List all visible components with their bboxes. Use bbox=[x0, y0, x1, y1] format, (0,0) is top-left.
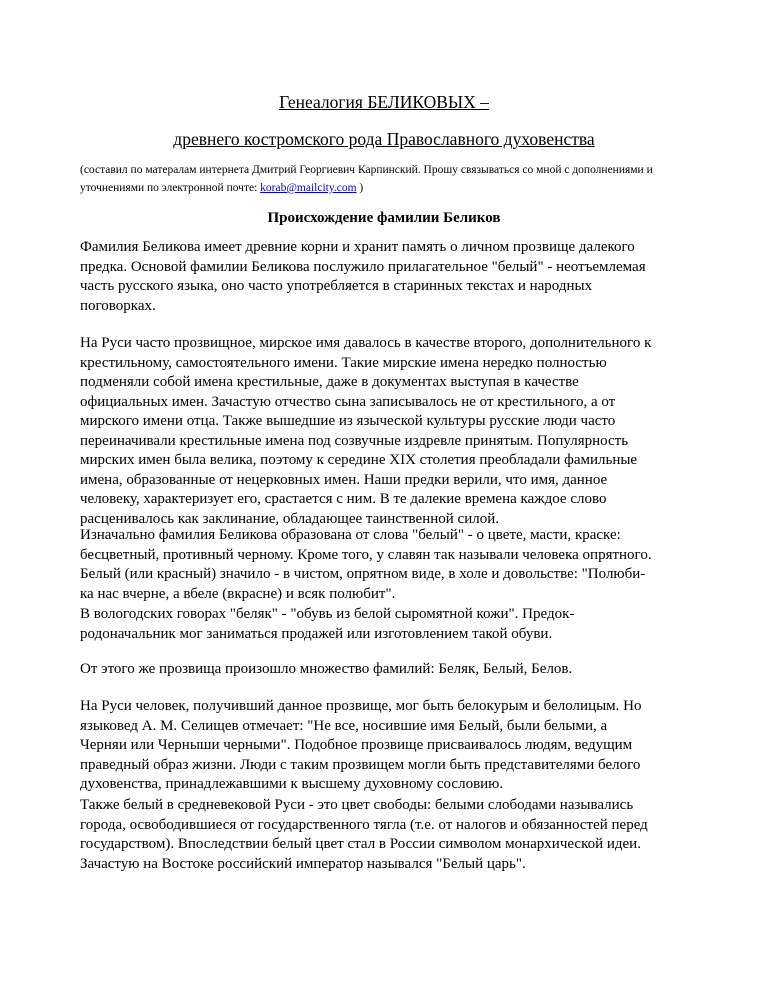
paragraph-line: Зачастую на Востоке российский император назывался "Белый царь". bbox=[80, 855, 526, 872]
paragraph bbox=[80, 697, 700, 795]
author-note bbox=[80, 161, 700, 197]
paragraph-line: человеку, характеризует его, срастается с ним. В те далекие времена каждое слово bbox=[80, 491, 607, 507]
paragraph-line: часть русского языка, оно часто употребляется в старинных текстах и народных bbox=[80, 278, 593, 294]
paragraph-line: Также белый в средневековой Руси - это цвет свободы: белыми слободами назывались bbox=[80, 797, 634, 813]
email-link[interactable]: korab@mailcity.com bbox=[260, 182, 357, 194]
paragraph-line: духовенства, принадлежавшими к высшему духовному сословию. bbox=[80, 776, 504, 792]
author-note-line-1: (составил по матералам интернета Дмитрий Георгиевич Карпинский. Прошу связываться со мной с дополнениями и bbox=[80, 164, 653, 176]
paragraph-line: мирского имени отца. Также вышедшие из языческой культуры русские люди часто bbox=[80, 413, 616, 429]
author-note-closing: ) bbox=[356, 182, 364, 194]
paragraph-line: подменяли собой имена крестильные, даже в документах выступая в качестве bbox=[80, 374, 579, 390]
paragraph-line: переиначивали крестильные имена под созвучные издревле принятым. Популярность bbox=[80, 432, 629, 449]
paragraph-line: На Руси часто прозвищное, мирское имя давалось в качестве второго, дополнительного к bbox=[80, 335, 652, 351]
paragraph bbox=[80, 526, 700, 604]
paragraph-line: расценивалось как заклинание, обладающее таинственной силой. bbox=[80, 510, 499, 527]
paragraph-line: языковед А. М. Селищев отмечает: "Не все, носившие имя Белый, были белыми, а bbox=[80, 717, 608, 734]
paragraph-line: ка нас вчерне, а вбеле (вкрасне) и всяк полюбит". bbox=[80, 585, 396, 602]
paragraph-line: предка. Основой фамилии Беликова послужило прилагательное "белый" - неотъемлемая bbox=[80, 258, 646, 275]
paragraph bbox=[80, 796, 700, 874]
paragraph-line: мирских имен была велика, поэтому к середине XIX столетия преобладали фамильные bbox=[80, 452, 638, 468]
paragraph-line: города, освободившиеся от государственного тягла (т.е. от налогов и обязанностей перед bbox=[80, 816, 648, 833]
document-title-line-1: Генеалогия БЕЛИКОВЫХ – bbox=[279, 92, 489, 112]
paragraph-line: имена, образованные от нецерковных имен. Наши предки верили, что имя, данное bbox=[80, 471, 608, 488]
paragraph bbox=[80, 605, 700, 644]
paragraph-line: Изначально фамилия Беликова образована от слова "белый" - о цвете, масти, краске: bbox=[80, 527, 621, 543]
section-heading: Происхождение фамилии Беликов bbox=[267, 210, 501, 226]
author-note-line-2 bbox=[80, 179, 700, 197]
paragraph bbox=[80, 334, 700, 529]
paragraph bbox=[80, 660, 700, 680]
paragraph-line: родоначальник мог заниматься продажей или изготовлением такой обуви. bbox=[80, 625, 553, 642]
paragraph-line: поговорках. bbox=[80, 297, 156, 314]
document-title-line-2: древнего костромского рода Православного духовенства bbox=[173, 129, 595, 149]
paragraph-line: крестильному, самостоятельного имени. Такие мирские имена нередко полностью bbox=[80, 354, 607, 371]
paragraph-line: Фамилия Беликова имеет древние корни и хранит память о личном прозвище далекого bbox=[80, 239, 635, 255]
paragraph-line: В вологодских говорах "беляк" - "обувь из белой сыромятной кожи". Предок- bbox=[80, 606, 575, 622]
paragraph-line: бесцветный, противный черному. Кроме того, у славян так называли человека опрятного. bbox=[80, 546, 652, 563]
paragraph-line: От этого же прозвища произошло множество фамилий: Беляк, Белый, Белов. bbox=[80, 661, 573, 677]
paragraph bbox=[80, 238, 700, 316]
paragraph-line: государством). Впоследствии белый цвет стал в России символом монархической идеи. bbox=[80, 836, 641, 852]
paragraph-line: праведный образ жизни. Люди с таким прозвищем могли быть представителями белого bbox=[80, 756, 641, 773]
author-note-text: уточнениями по электронной почте: bbox=[80, 182, 261, 194]
paragraph-line: Белый (или красный) значило - в чистом, опрятном виде, в холе и довольстве: "Полюби- bbox=[80, 566, 646, 582]
paragraph-line: На Руси человек, получивший данное прозвище, мог быть белокурым и белолицым. Но bbox=[80, 698, 642, 714]
paragraph-line: официальных имен. Зачастую отчество сына записывалось не от крестильного, а от bbox=[80, 393, 616, 410]
paragraph-line: Черняи или Черныши черными". Подобное прозвище присваивалось людям, ведущим bbox=[80, 737, 633, 753]
